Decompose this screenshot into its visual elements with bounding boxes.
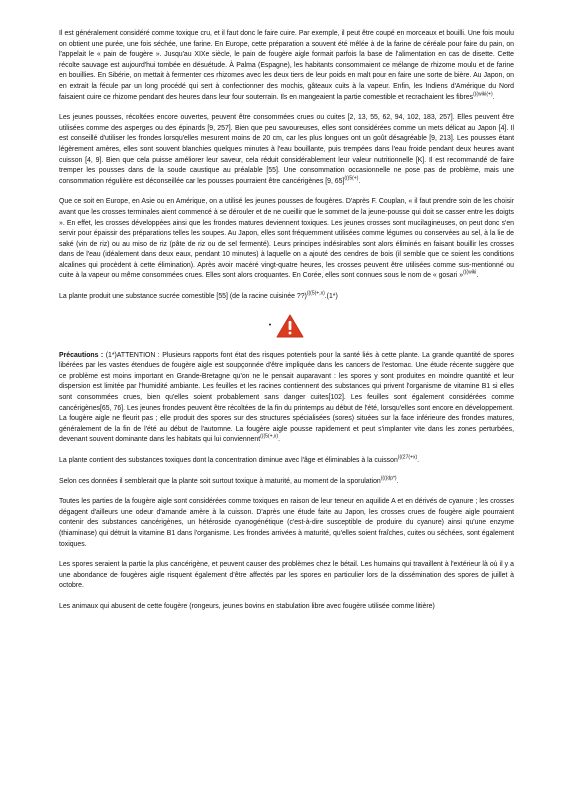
citation-marker[interactable]: (((wiki	[463, 270, 477, 277]
paragraph-tail: .	[492, 93, 495, 101]
citation-marker[interactable]: (((5(+,x)	[306, 290, 325, 297]
paragraph-text: (1*)ATTENTION : Plusieurs rapports font état des risques potentiels pour la santé liés à cette plante. La grande quantité de spores libérées par les vastes étendues de fougère aigle est soupçonnée d'être impliquée dans les cancers de l'estomac. Une étude récente suggère que ce problème est moins important en Grande-Bretagne qu'on ne le pensait auparavant : les spores y sont produites en moindre quantité et leur dispersion est limitée par l'humidité ambiante. Les feuilles et les racines contiennent des substances qui privent l'organisme de vitamine B1 si elles sont consommées crues, bien qu'elles soient probablement sans danger cuites[102]. Les feuilles sont également considérées comme cancérigènes[65, 76]. Les jeunes frondes peuvent être récoltées de la fin du printemps au début de l'été, lorsqu'elles sont encore en développement. La fougère aigle ne fleurit pas ; elle produit des spores sur des structures spécialisées (sores) situées sur la face inférieure des frondes matures, généralement de la fin de l'été au début de l'automne. La fougère aigle pousse rapidement et peut s'implanter vite dans les zones perturbées, devenant souvent dominante dans les habitats qui lui conviennent	[59, 351, 514, 444]
paragraph-text: Il est généralement considéré comme toxique cru, et il faut donc le faire cuire. Par exemple, il peut être coupé en morceaux et bouilli. Une fois moulu on obtient une purée, une fois séchée, une farine. En Europe, cette préparation a souvent été mêlée à de la farine de céréale pour faire du pain, on l'appelait le « pain de fougère ». Jusqu'au XIXe siècle, le pain de fougère aigle formait parfois la base de l'alimentation en cas de disette. Cette récolte sauvage est aujourd'hui tombée en désuétude. À Palma (Espagne), les habitants consommaient ce mélange de rhizome moulu et de farine en bouillies. En Sibérie, on mettait à fermenter ces rhizomes avec les deux tiers de leur poids en malt pour en faire une sorte de bière. Au Japon, on en extrait la fécule par un long procédé qui sert à confectionner des mochis, gâteaux cuits à la vapeur. Enfin, les Indiens d'Amérique du Nord faisaient cuire ce rhizome pendant des heures dans leur four souterrain. Ils en mangeaient la partie comestible et recrachaient les fibres	[59, 30, 514, 101]
paragraph-tail: .	[396, 477, 399, 485]
paragraph-text: Selon ces données il semblerait que la plante soit surtout toxique à maturité, au moment de la sporulation	[59, 477, 381, 485]
paragraph-young-shoots	[59, 113, 514, 187]
citation-marker[interactable]: (((wiki(+)	[473, 91, 493, 98]
warning-row	[59, 313, 514, 339]
paragraph-text: Les jeunes pousses, récoltées encore ouvertes, peuvent être consommées crues ou cuites [2, 13, 55, 62, 94, 102, 183, 257]. Elles peuvent être utilisées comme des asperges ou des épinards [9, 257]. Bien que peu savoureuses, elles sont considérées comme un mets délicat au Japon [4]. Il est conseillé d'utiliser les frondes lorsqu'elles mesurent moins de 20 cm, car les plus longues ont un goût désagréable [9, 213]. Les pousses étant légèrement amères, elles sont souvent blanchies quelques minutes à l'eau bouillante, puis trempées dans l'eau froide pendant deux heures avant cuisson [4, 9]. Bien que cela puisse améliorer leur saveur, cela réduit considérablement leur valeur nutritionnelle [K]. Il est recommandé de faire tremper les pousses dans de la soude caustique au préalable [55]. Une consommation occasionnelle ne pose pas de problème, mais une consommation régulière est déconseillée car les pousses pourraient être cancérigènes [9, 65]	[59, 114, 514, 185]
paragraph-text: La plante produit une substance sucrée comestible [55] (de la racine cuisinée ??)	[59, 293, 307, 301]
paragraph-toxic-substances	[59, 456, 514, 467]
paragraph-text: Les spores seraient la partie la plus cancérigène, et peuvent causer des problèmes chez le bétail. Les humains qui travaillent à l'extérieur là où il y a une abondance de fougères aigle risquent également d'être affectés par les spores en particulier lors de la dissémination des spores de juillet à octobre.	[59, 561, 514, 590]
paragraph-animals	[59, 602, 514, 613]
paragraph-tail: .(1*)	[324, 293, 338, 301]
document-page	[59, 29, 514, 623]
paragraph-croziers	[59, 197, 514, 282]
citation-marker[interactable]: (((5(+,x)	[260, 434, 279, 441]
paragraph-tail: .	[358, 177, 361, 185]
paragraph-tail: .	[278, 436, 280, 444]
paragraph-tail: .	[417, 457, 420, 464]
paragraph-rhizome-uses	[59, 29, 514, 103]
paragraph-sweet-substance	[59, 292, 514, 303]
citation-marker[interactable]: (((5(+)	[344, 175, 359, 182]
paragraph-sporulation	[59, 477, 514, 488]
paragraph-text: La plante contient des substances toxiques dont la concentration diminue avec l'âge et éliminables à la cuisson	[59, 457, 398, 464]
paragraph-tail: .	[476, 272, 479, 280]
paragraph-text: Que ce soit en Europe, en Asie ou en Amérique, on a utilisé les jeunes pousses de fougères. D'après F. Couplan, « il faut prendre soin de les choisir avant que les crosses terminales aient commencé à se dérouler et de ne cueillir que le sommet de la jeune-pousse qui doit se casser entre les doigts ». En effet, les crosses développées ainsi que les frondes matures deviennent toxiques. Les jeunes crosses sont mucilagineuses, on peut donc s'en servir pour épaissir des préparations telles les soupes. Au Japon, elles sont fréquemment utilisées comme légumes ou conservées au sel, à la lie de saké (vin de riz) ou au miso de riz (pâte de riz ou de sel fermenté). Leurs principes indésirables sont alors éliminés en faisant bouillir les crosses dans de l'eau (idéalement dans deux eaux, pendant 10 minutes) à laquelle on a ajouté des cendres de bois (il semble que ce soient les conditions alcalines qui procèdent à cette élimination). Après avoir macéré vingt-quatre heures, les crosses peuvent être utilisées comme sus-mentionné ou cuite à la vapeur ou même consommées crues. Elles sont alors croquantes. En Corée, elles sont connues sous le nom de « gosari »	[59, 198, 514, 280]
paragraph-all-parts-toxic	[59, 497, 514, 550]
citation-marker[interactable]: (((27(+x)	[397, 454, 418, 461]
warning-triangle-icon	[276, 314, 304, 338]
precautions-label: Précautions :	[59, 351, 104, 359]
paragraph-precautions	[59, 351, 514, 446]
paragraph-text: Les animaux qui abusent de cette fougère (rongeurs, jeunes bovins en stabulation libre avec fougère utilisée comme litière)	[59, 602, 435, 610]
paragraph-spores	[59, 560, 514, 592]
paragraph-text: Toutes les parties de la fougère aigle sont considérées comme toxiques en raison de leur teneur en aquilide A et en dérivés de cyanure ; les crosses dégagent d'ailleurs une odeur d'amande amère à la cuisson. D'après une étude faite au Japon, les crosses crues de fougère aigle pourraient contenir des substances cancérigènes, un hétéroside cyanogénétique (c'est-à-dire susceptible de produire du cyanure) ainsi qu'une enzyme (thiaminase) qui détruit la vitamine B1 dans l'organisme. Les frondes arrivées à maturité, qu'elles soient fraîches, cuites ou séchées, sont également toxiques.	[59, 498, 514, 548]
bullet: •	[268, 322, 272, 330]
citation-marker[interactable]: ((((dp*)	[380, 475, 397, 482]
